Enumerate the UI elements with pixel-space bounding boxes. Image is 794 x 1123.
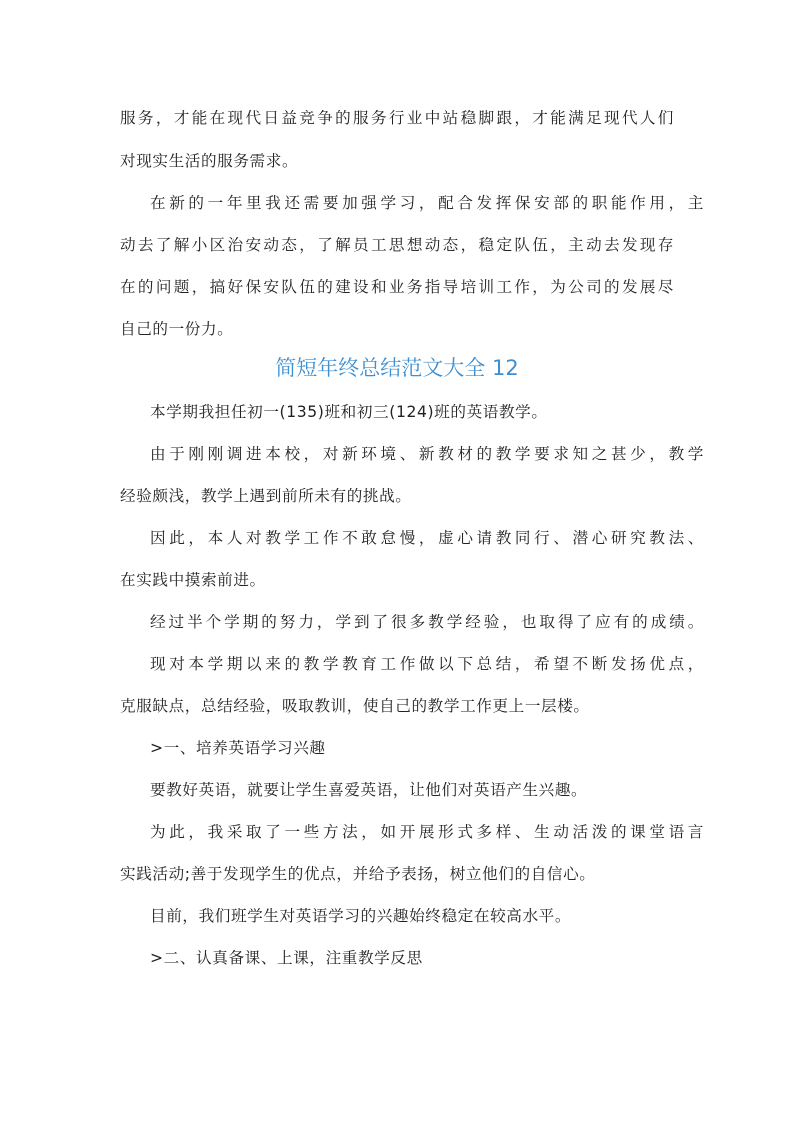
text-line: 实践活动;善于发现学生的优点，并给予表扬，树立他们的自信心。: [120, 865, 596, 883]
text-line: 对现实生活的服务需求。: [120, 152, 299, 170]
text-line: 动去了解小区治安动态，了解员工思想动态，稳定队伍，主动去发现存: [120, 236, 674, 254]
text-line: 目前，我们班学生对英语学习的兴趣始终稳定在较高水平。: [150, 907, 572, 925]
text-line: 由于刚刚调进本校，对新环境、新教材的教学要求知之甚少，教学: [150, 445, 704, 463]
text-line: 要教好英语，就要让学生喜爱英语，让他们对英语产生兴趣。: [150, 781, 588, 799]
text-line: 现对本学期以来的教学教育工作做以下总结，希望不断发扬优点，: [150, 655, 704, 673]
text-line: 经验颇浅，教学上遇到前所未有的挑战。: [120, 487, 412, 505]
text-line: 服务，才能在现代日益竞争的服务行业中站稳脚跟，才能满足现代人们: [120, 109, 674, 127]
text-line: 自己的一份力。: [120, 320, 234, 338]
text-line: 经过半个学期的努力，学到了很多教学经验，也取得了应有的成绩。: [150, 613, 704, 631]
text-line: 克服缺点，总结经验，吸取教训，使自己的教学工作更上一层楼。: [120, 697, 590, 715]
text-line: 本学期我担任初一(135)班和初三(124)班的英语教学。: [150, 403, 548, 421]
text-line: 在实践中摸索前进。: [120, 571, 266, 589]
text-line: 在的问题，搞好保安队伍的建设和业务指导培训工作，为公司的发展尽: [120, 278, 674, 296]
text-line: 因此，本人对教学工作不敢怠慢，虚心请教同行、潜心研究教法、: [150, 529, 704, 547]
section-subheading: >二、认真备课、上课，注重教学反思: [150, 949, 423, 967]
section-subheading: >一、培养英语学习兴趣: [150, 739, 326, 757]
text-line: 在新的一年里我还需要加强学习，配合发挥保安部的职能作用，主: [150, 194, 704, 212]
text-line: 为此，我采取了一些方法，如开展形式多样、生动活泼的课堂语言: [150, 823, 704, 841]
section-heading: 简短年终总结范文大全 12: [275, 356, 519, 380]
